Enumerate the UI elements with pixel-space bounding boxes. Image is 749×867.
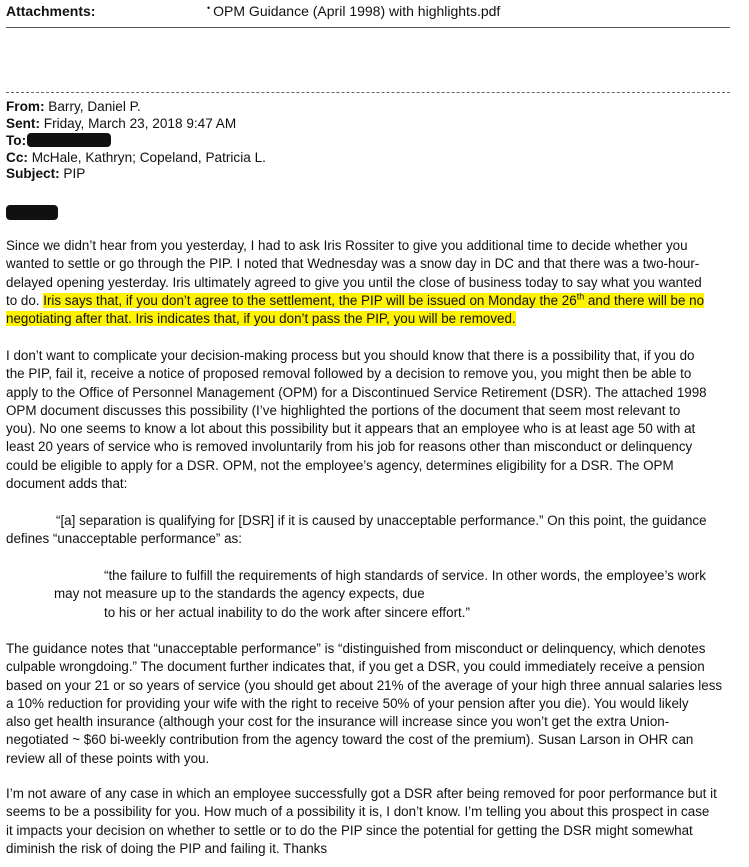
paragraph-2-line: document adds that: (6, 476, 128, 492)
paragraph-4 (6, 785, 734, 858)
quote-1-line: defines “unacceptable performance” as: (6, 531, 242, 547)
to-label: To: (6, 133, 27, 148)
paragraph-2-line: the PIP, fail it, receive a notice of proposed removal followed by a decision to remove you, you might then be able to (6, 366, 692, 382)
redaction-salutation (6, 205, 58, 220)
cc-row (6, 150, 266, 165)
paragraph-4-line: diminish the risk of doing the PIP and failing it. Thanks (6, 840, 328, 856)
text-plain: to do. (6, 292, 44, 308)
paragraph-3-line: culpable wrongdoing.” The document further indicates that, if you get a DSR, you could immediately receive a pension (6, 659, 705, 675)
subject-value: PIP (63, 166, 86, 181)
paragraph-2-line: least 20 years of service who is removed involuntarily from his job for reasons other than misconduct or delinquency (6, 439, 693, 455)
paragraph-1-line: Since we didn’t hear from you yesterday, I had to ask Iris Rossiter to give you additional time to decide whether you (6, 238, 688, 253)
quote-2 (54, 567, 706, 622)
paragraph-1 (6, 237, 734, 328)
paragraph-1-line (6, 310, 734, 328)
superscript: th (576, 291, 585, 302)
subject-label: Subject: (6, 166, 60, 181)
sent-value: Friday, March 23, 2018 9:47 AM (43, 116, 237, 131)
paragraph-3-line: a 10% reduction for providing your wife with the right to receive 50% of your pension after you die). You would likely (6, 695, 689, 711)
paragraph-3-line: review all of these points with you. (6, 750, 210, 766)
paragraph-4-line: I’m not aware of any case in which an employee successfully got a DSR after being removed for poor performance but it (6, 786, 717, 801)
attachment-file-name[interactable]: OPM Guidance (April 1998) with highlights.pdf (213, 3, 501, 19)
to-row (6, 133, 26, 148)
cc-label: Cc: (6, 150, 28, 165)
paragraph-2-line: OPM document discusses this possibility (I’ve highlighted the portions of the document that seem most relevant to (6, 402, 681, 418)
from-value: Barry, Daniel P. (48, 99, 141, 114)
highlighted-text: Iris says that, if you don’t agree to the settlement, the PIP will be issued on Monday the 26th and there will be no (43, 291, 705, 308)
from-label: From: (6, 99, 45, 114)
attachments-label: Attachments: (6, 3, 96, 19)
paragraph-4-line: it impacts your decision on whether to settle or to do the PIP since the potential for getting the DSR might somewhat (6, 822, 693, 838)
paragraph-3-line: also get health insurance (although your cost for the insurance will increase since you won’t get the extra Union- (6, 714, 670, 730)
paragraph-2-line: you). No one seems to know a lot about this possibility but it appears that an employee who is at least age 50 with at (6, 421, 696, 437)
quote-1-line: “[a] separation is qualifying for [DSR] if it is caused by unacceptable performance.” On this point, the guidance (56, 513, 707, 528)
header-divider (6, 27, 730, 28)
cc-value: McHale, Kathryn; Copeland, Patricia L. (31, 150, 266, 165)
sent-label: Sent: (6, 116, 40, 131)
paragraph-2-line: apply to the Office of Personnel Management (OPM) for a Discontinued Service Retirement (DSR). The attached 1998 (6, 384, 707, 400)
bullet-icon: • (207, 3, 211, 13)
quote-2-line: may not measure up to the standards the agency expects, due (54, 586, 425, 602)
paragraph-3-line: based on your 21 or so years of service (you should get about 21% of the average of your high three annual salaries less (6, 677, 723, 693)
paragraph-2 (6, 347, 734, 493)
subject-row (6, 166, 85, 181)
paragraph-2-line: I don’t want to complicate your decision-making process but you should know that there is a possibility that, if you do (6, 348, 695, 363)
quote-1 (6, 512, 707, 549)
paragraph-4-line: seems to be a possibility for you. How much of a possibility it is, I don’t know. I’m telling you about this prospect in case (6, 804, 710, 820)
highlighted-text: negotiating after that. Iris indicates that, if you don’t pass the PIP, you will be removed. (6, 311, 516, 327)
paragraph-2-line: could be eligible to apply for a DSR. OPM, not the employee’s agency, determines eligibility for a DSR. The OPM (6, 457, 674, 473)
sent-row (6, 116, 236, 131)
quote-2-line: “the failure to fulfill the requirements of high standards of service. In other words, the employee’s work (104, 568, 706, 583)
attachment-file-link[interactable] (207, 3, 500, 19)
paragraph-1-line: wanted to settle or go through the PIP. I noted that Wednesday was a snow day in DC and that there was a two-hour- (6, 256, 700, 272)
redaction-to (27, 133, 111, 147)
message-divider (6, 92, 730, 93)
paragraph-3 (6, 640, 734, 768)
paragraph-1-line: delayed opening yesterday. Iris ultimately agreed to give you until the close of business today to say what you wanted (6, 274, 702, 290)
paragraph-3-line: negotiated ~ $60 bi-weekly contribution from the agency toward the cost of the premium). Susan Larson in OHR can (6, 732, 694, 748)
paragraph-3-line: The guidance notes that “unacceptable performance” is “distinguished from misconduct or delinquency, which denotes (6, 641, 706, 656)
from-row (6, 99, 141, 114)
quote-2-line: to his or her actual inability to do the work after sincere effort.” (104, 604, 470, 620)
paragraph-1-line (6, 292, 734, 310)
